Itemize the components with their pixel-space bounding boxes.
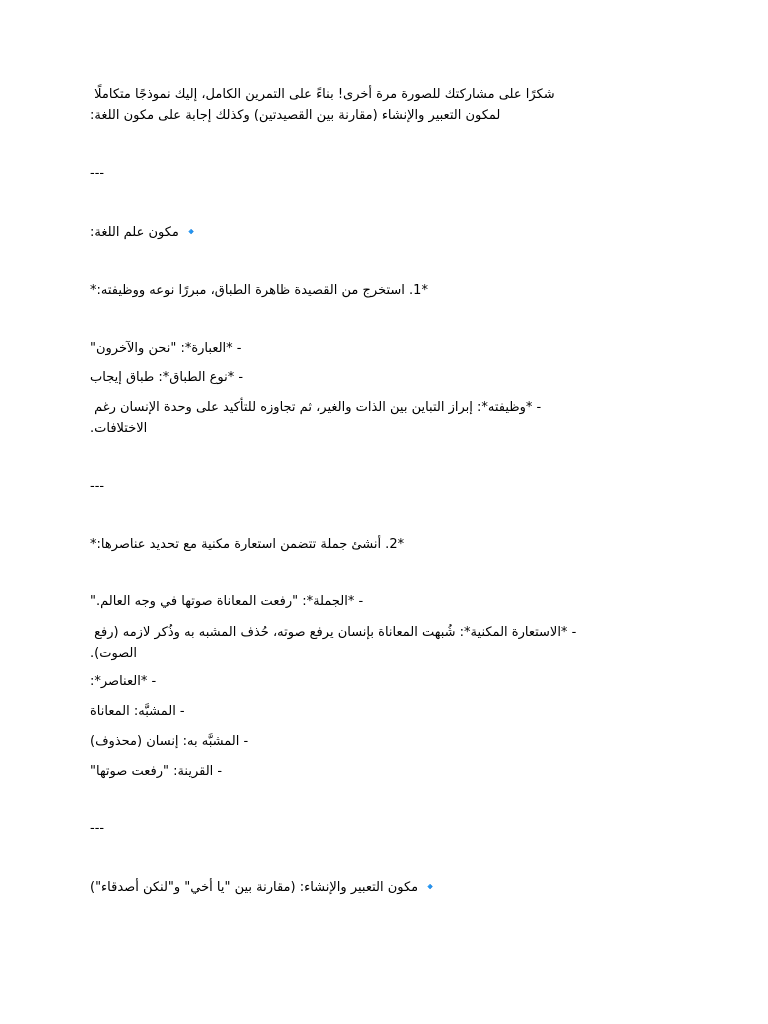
q2-metaphor-line-1: - *الاستعارة المكنية*: شُبهت المعاناة بإنسان يرفع صوته، حُذف المشبه به وذُكر لازمه (رفع xyxy=(90,625,577,640)
q2-metaphor xyxy=(90,622,668,664)
q2-sentence: - *الجملة*: "رفعت المعاناة صوتها في وجه العالم." xyxy=(90,594,364,609)
language-section-heading: 🔹 مكون علم اللغة: xyxy=(90,225,200,240)
q2-elements-heading: - *العناصر*: xyxy=(90,674,157,689)
q2-element-vehicle: - المشبَّه به: إنسان (محذوف) xyxy=(90,734,257,749)
separator-2: --- xyxy=(90,479,105,494)
intro-paragraph xyxy=(90,84,668,126)
q2-element-clue: - القرينة: "رفعت صوتها" xyxy=(90,764,231,779)
q2-metaphor-line-2: الصوت). xyxy=(90,646,138,661)
question-1-heading: *1. استخرج من القصيدة ظاهرة الطباق، مبررًا نوعه ووظيفته:* xyxy=(90,283,428,298)
q1-expression: - *العبارة*: "نحن والآخرون" xyxy=(90,341,242,356)
q1-function-line-1: - *وظيفته*: إبراز التباين بين الذات والغير، ثم تجاوزه للتأكيد على وحدة الإنسان رغم xyxy=(90,400,542,415)
q1-antithesis-type: - *نوع الطباق*: طباق إيجاب xyxy=(90,370,244,385)
separator-3: --- xyxy=(90,821,105,836)
composition-section-heading: 🔹 مكون التعبير والإنشاء: (مقارنة بين "يا أخي" و"لنكن أصدقاء") xyxy=(90,880,439,895)
document-page xyxy=(90,0,668,1024)
question-2-heading: *2. أنشئ جملة تتضمن استعارة مكنية مع تحديد عناصرها:* xyxy=(90,537,405,552)
separator-1: --- xyxy=(90,166,105,181)
q2-element-tenor: - المشبَّه: المعاناة xyxy=(90,704,193,719)
intro-line-2: لمكون التعبير والإنشاء (مقارنة بين القصيدتين) وكذلك إجابة على مكون اللغة: xyxy=(90,108,501,123)
q1-function-line-2: الاختلافات. xyxy=(90,421,148,436)
intro-line-1: شكرًا على مشاركتك للصورة مرة أخرى! بناءً على التمرين الكامل، إليك نموذجًا متكاملًا xyxy=(90,87,555,102)
q1-function xyxy=(90,397,668,439)
